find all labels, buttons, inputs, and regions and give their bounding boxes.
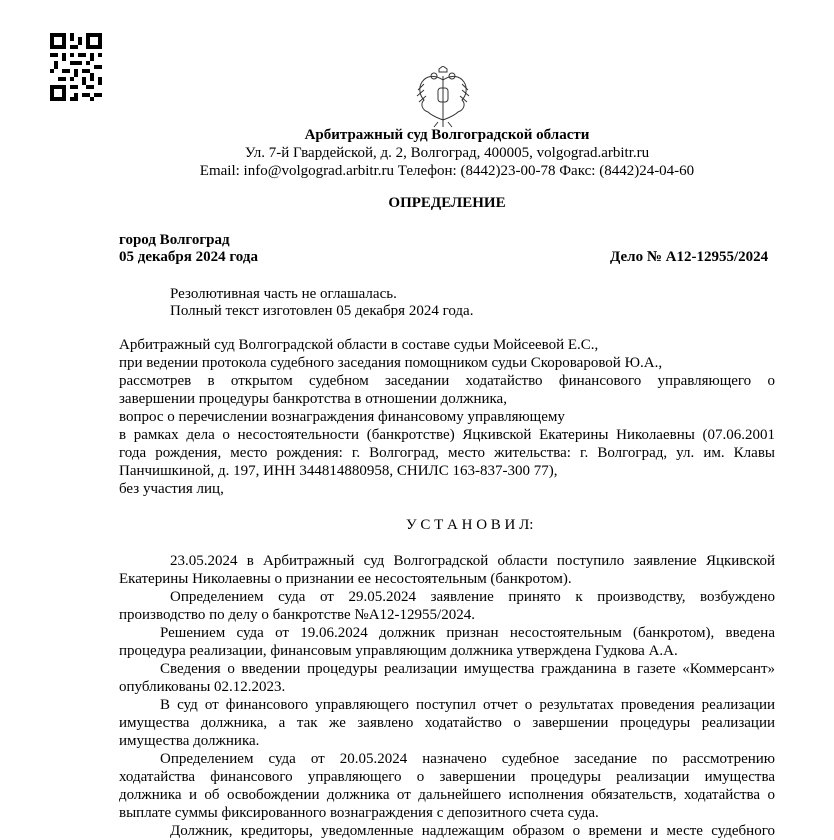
body-line: должника и об освобождении должника от дальнейшего исполнения обязательств, ходатайства о xyxy=(119,787,775,803)
body-line: производство по делу о банкротстве №А12-12955/2024. xyxy=(119,607,475,623)
body-line: Должник, кредиторы, уведомленные надлежащим образом о времени и месте судебного xyxy=(170,823,775,839)
intro-line: без участия лиц, xyxy=(119,481,224,497)
intro-line: Панчишкиной, д. 197, ИНН 344814880958, СНИЛС 163-837-300 77), xyxy=(119,463,558,479)
city: город Волгоград xyxy=(119,232,230,248)
qr-code xyxy=(50,33,102,101)
body-line: Определением суда от 20.05.2024 назначено судебное заседание по рассмотрению xyxy=(160,751,775,767)
intro-line: рассмотрев в открытом судебном заседании ходатайство финансового управляющего о xyxy=(119,373,775,389)
body-line: процедура реализации, финансовым управляющим должника утверждена Гудкова А.А. xyxy=(119,643,678,659)
document-date: 05 декабря 2024 года xyxy=(119,249,258,265)
intro-line: завершении процедуры банкротства в отношении должника, xyxy=(119,391,507,407)
body-line: В суд от финансового управляющего поступил отчет о результатах проведения реализации xyxy=(160,697,775,713)
body-line: Определением суда от 29.05.2024 заявление принято к производству, возбуждено xyxy=(170,589,775,605)
established-heading: У С Т А Н О В И Л: xyxy=(406,517,534,533)
body-line: 23.05.2024 в Арбитражный суд Волгоградской области поступило заявление Яцкивской xyxy=(170,553,775,569)
body-line: имущества должника. xyxy=(119,733,260,749)
intro-line: года рождения, место рождения: г. Волгоград, место жительства: г. Волгоград, ул. им. Клавы xyxy=(119,445,775,461)
body-line: опубликованы 02.12.2023. xyxy=(119,679,286,695)
document-title: ОПРЕДЕЛЕНИЕ xyxy=(388,195,506,211)
intro-line: при ведении протокола судебного заседания помощником судьи Скороваровой Ю.А., xyxy=(119,355,663,371)
body-line: выплате суммы фиксированного вознаграждения с депозитного счета суда. xyxy=(119,805,599,821)
body-line: ходатайства финансового управляющего о завершении процедуры реализации имущества xyxy=(119,769,775,785)
intro-line: в рамках дела о несостоятельности (банкротстве) Яцкивской Екатерины Николаевны (07.06.2001 xyxy=(119,427,775,443)
intro-line: Арбитражный суд Волгоградской области в составе судьи Мойсеевой Е.С., xyxy=(119,337,599,353)
court-name: Арбитражный суд Волгоградской области xyxy=(304,127,590,143)
case-number: Дело № А12-12955/2024 xyxy=(610,249,769,265)
intro-line: вопрос о перечислении вознаграждения финансовому управляющему xyxy=(119,409,565,425)
body-line: имущества должника, а так же заявлено ходатайство о завершении процедуры реализации xyxy=(119,715,775,731)
body-line: Сведения о введении процедуры реализации имущества гражданина в газете «Коммерсант» xyxy=(160,661,775,677)
court-contacts: Email: info@volgograd.arbitr.ru Телефон: (8442)23-00-78 Факс: (8442)24-04-60 xyxy=(199,163,695,179)
body-line: Екатерины Николаевны о признании ее несостоятельным (банкротом). xyxy=(119,571,572,587)
note-resolution: Резолютивная часть не оглашалась. xyxy=(170,286,397,302)
note-full-text: Полный текст изготовлен 05 декабря 2024 года. xyxy=(170,303,474,319)
coat-of-arms-icon xyxy=(414,66,472,128)
body-line: Решением суда от 19.06.2024 должник признан несостоятельным (банкротом), введена xyxy=(160,625,775,641)
court-address: Ул. 7-й Гвардейской, д. 2, Волгоград, 400005, volgograd.arbitr.ru xyxy=(244,145,650,161)
